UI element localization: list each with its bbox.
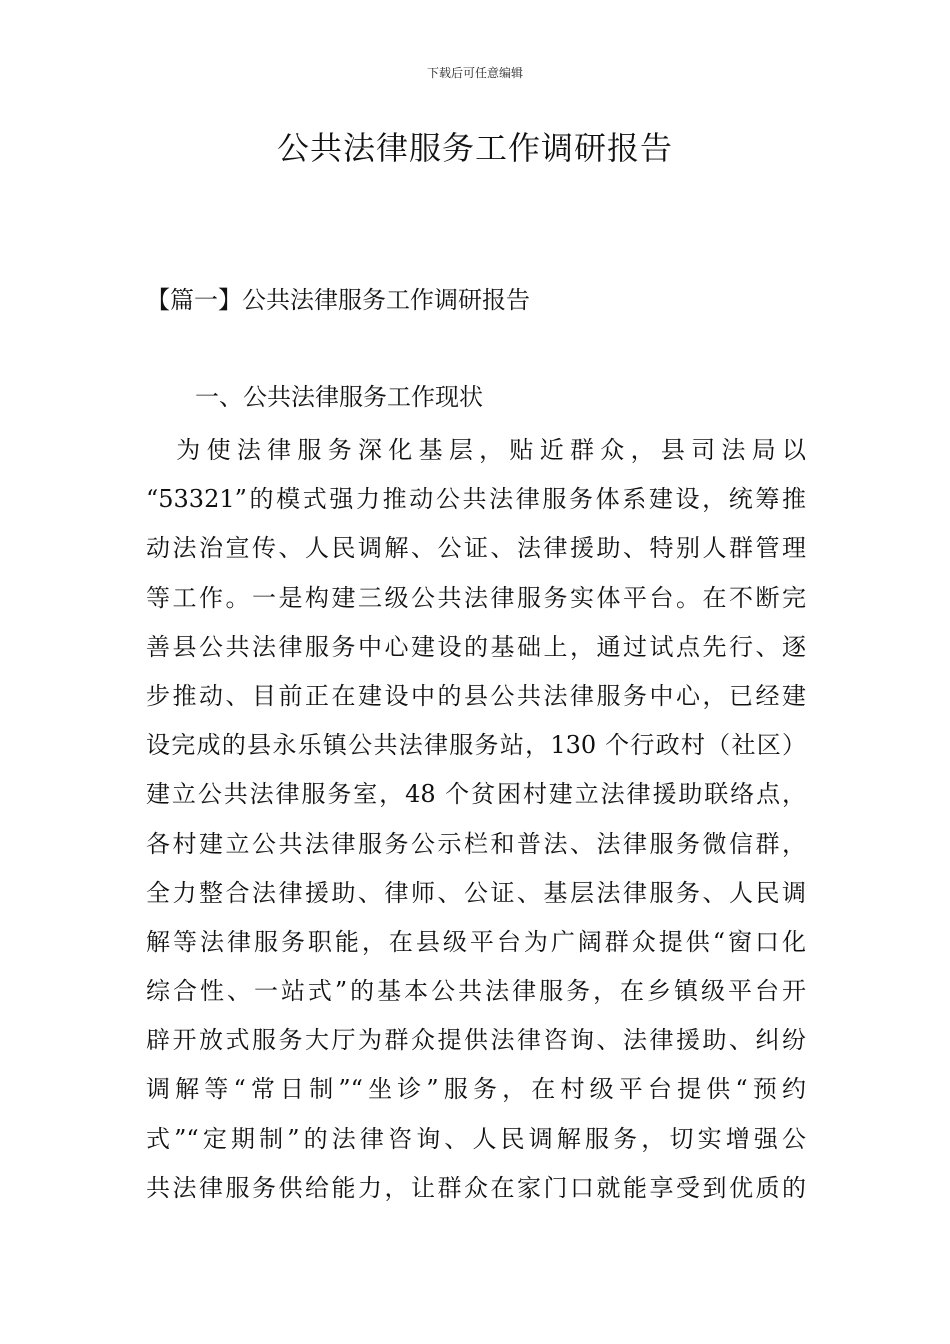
section-heading: 【篇一】公共法律服务工作调研报告: [146, 286, 530, 314]
body-line: 善县公共法律服务中心建设的基础上，通过试点先行、逐: [146, 632, 806, 661]
body-line: 动法治宣传、人民调解、公证、法律援助、特别人群管理: [146, 534, 806, 563]
body-paragraph: [146, 426, 806, 1213]
body-line: 设完成的县永乐镇公共法律服务站，130 个行政村（社区）: [146, 731, 806, 760]
body-line: 辟开放式服务大厅为群众提供法律咨询、法律援助、纠纷: [146, 1026, 806, 1055]
subsection-heading: 一、公共法律服务工作现状: [195, 383, 483, 411]
body-line: 调解等“常日制”“坐诊”服务，在村级平台提供“预约: [146, 1075, 806, 1104]
body-line: 各村建立公共法律服务公示栏和普法、法律服务微信群，: [146, 829, 806, 858]
body-line: 步推动、目前正在建设中的县公共法律服务中心，已经建: [146, 681, 806, 710]
body-line: 解等法律服务职能，在县级平台为广阔群众提供“窗口化: [146, 927, 806, 956]
body-line: 建立公共法律服务室，48 个贫困村建立法律援助联络点，: [146, 780, 806, 809]
body-line: 共法律服务供给能力，让群众在家门口就能享受到优质的: [146, 1173, 806, 1202]
body-line: 式”“定期制”的法律咨询、人民调解服务，切实增强公: [146, 1124, 806, 1153]
body-line: “53321”的模式强力推动公共法律服务体系建设，统筹推: [146, 485, 806, 514]
header-note: 下载后可任意编辑: [426, 66, 523, 80]
body-line: 为使法律服务深化基层，贴近群众，县司法局以: [146, 436, 806, 464]
body-line: 全力整合法律援助、律师、公证、基层法律服务、人民调: [146, 878, 806, 907]
document-title: 公共法律服务工作调研报告: [276, 129, 673, 167]
body-line: 等工作。一是构建三级公共法律服务实体平台。在不断完: [146, 583, 806, 612]
body-line: 综合性、一站式”的基本公共法律服务，在乡镇级平台开: [146, 977, 806, 1006]
